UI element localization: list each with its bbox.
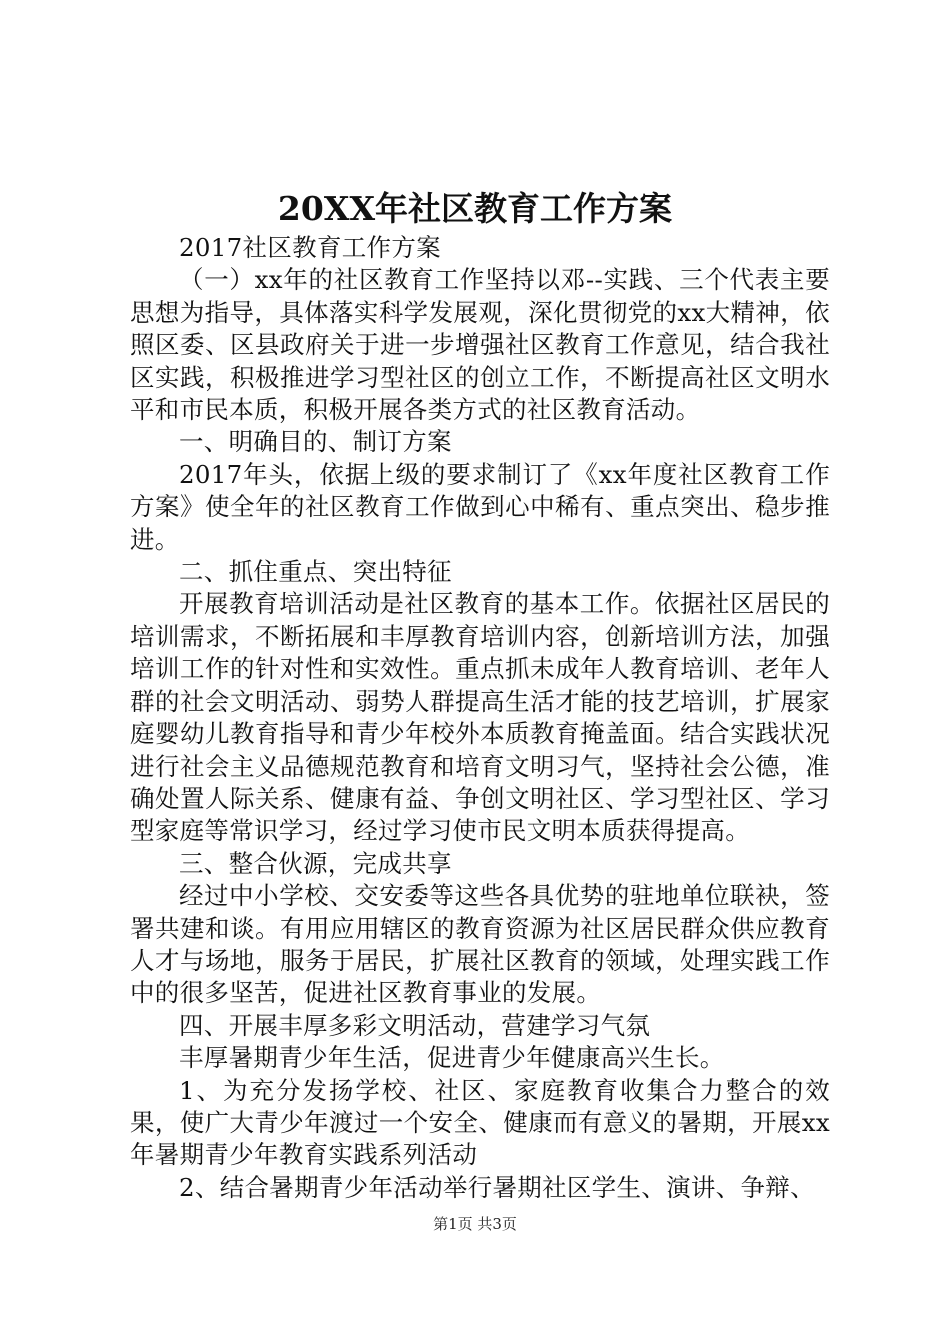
page-number-footer: 第1页 共3页	[433, 1215, 517, 1233]
paragraph: 开展教育培训活动是社区教育的基本工作。依据社区居民的培训需求，不断拓展和丰厚教育培训内容，创新培训方法，加强培训工作的针对性和实效性。重点抓未成年人教育培训、老年人群的社会文明活动、弱势人群提高生活才能的技艺培训，扩展家庭婴幼儿教育指导和青少年校外本质教育掩盖面。结合实践状况进行社会主义品德规范教育和培育文明习气，坚持社会公德，准确处置人际关系、健康有益、争创文明社区、学习型社区、学习型家庭等常识学习，经过学习使市民文明本质获得提高。	[130, 589, 830, 846]
section-heading: 二、抓住重点、突出特征	[179, 557, 452, 587]
section-heading: 四、开展丰厚多彩文明活动，营建学习气氛	[179, 1010, 651, 1040]
document-title: 20XX年社区教育工作方案	[277, 189, 673, 228]
paragraph: 2、结合暑期青少年活动举行暑期社区学生、演讲、争辩、	[179, 1172, 815, 1202]
document-body	[130, 232, 830, 1204]
paragraph: 经过中小学校、交安委等这些各具优势的驻地单位联袂，签署共建和谈。有用应用辖区的教育资源为社区居民群众供应教育人才与场地，服务于居民，扩展社区教育的领域，处理实践工作中的很多坚苦，促进社区教育事业的发展。	[130, 881, 830, 1008]
paragraph: 2017年头，依据上级的要求制订了《xx年度社区教育工作方案》使全年的社区教育工作做到心中稀有、重点突出、稳步推进。	[130, 459, 830, 554]
paragraph: 2017社区教育工作方案	[179, 233, 441, 262]
section-heading: 一、明确目的、制订方案	[179, 427, 452, 457]
paragraph: 1、为充分发扬学校、社区、家庭教育收集合力整合的效果，使广大青少年渡过一个安全、健康而有意义的暑期，开展xx年暑期青少年教育实践系列活动	[130, 1075, 830, 1170]
paragraph: （一）xx年的社区教育工作坚持以邓--实践、三个代表主要思想为指导，具体落实科学发展观，深化贯彻党的xx大精神，依照区委、区县政府关于进一步增强社区教育工作意见，结合我社区实践，积极推进学习型社区的创立工作，不断提高社区文明水平和市民本质，积极开展各类方式的社区教育活动。	[130, 265, 830, 425]
section-heading: 三、整合伙源，完成共享	[179, 848, 452, 878]
paragraph: 丰厚暑期青少年生活，促进青少年健康高兴生长。	[179, 1043, 725, 1073]
